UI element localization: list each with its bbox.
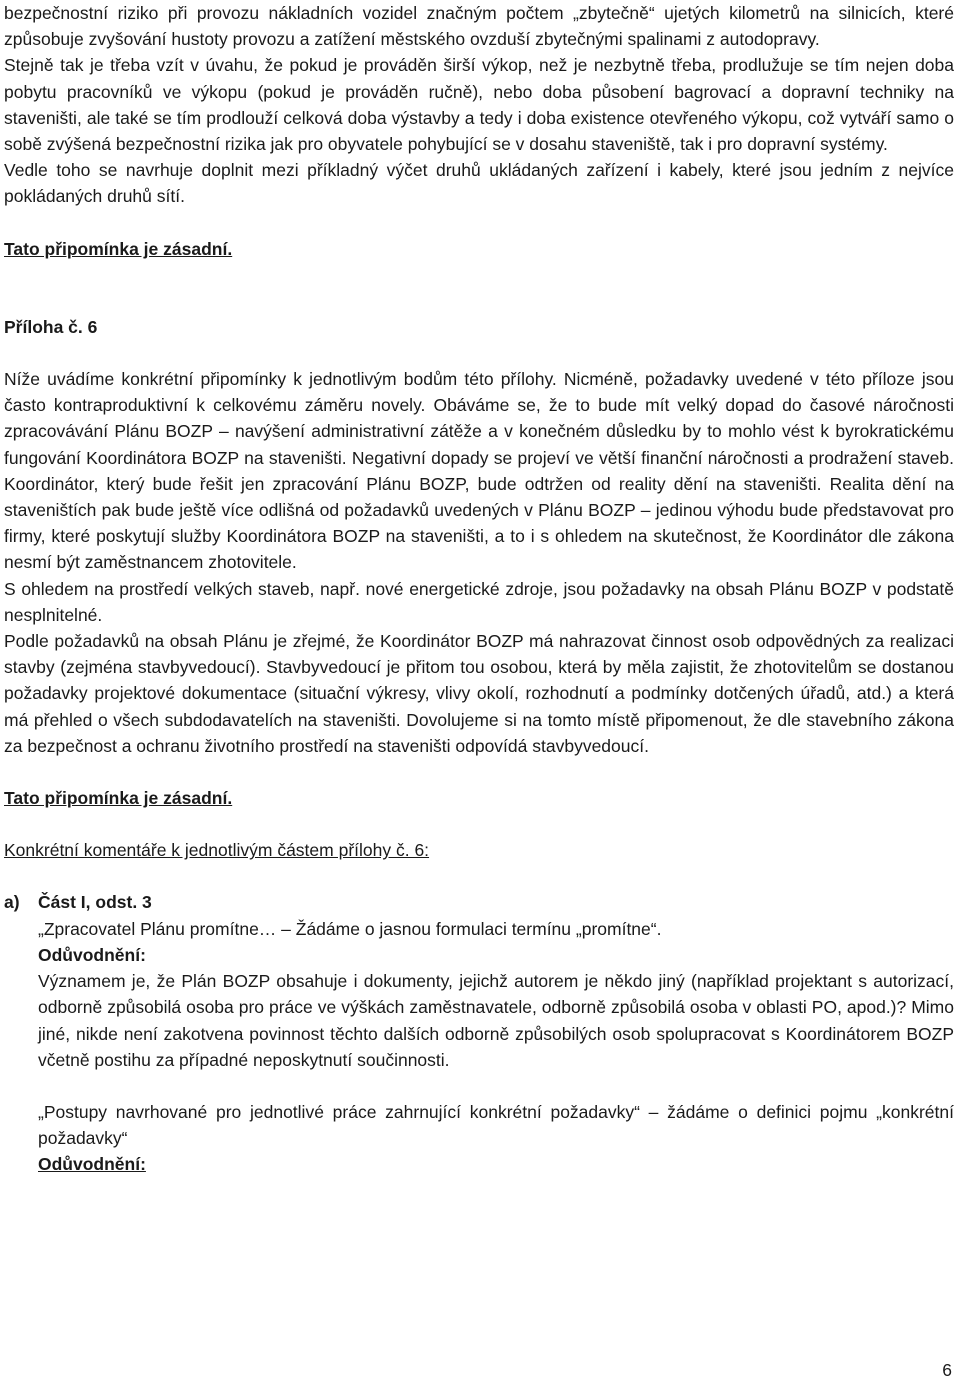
comments-heading: Konkrétní komentáře k jednotlivým částem přílohy č. 6: bbox=[4, 840, 430, 861]
item-a-reason-label-2: Odůvodnění: bbox=[38, 1154, 146, 1175]
annex-paragraph-1: Níže uvádíme konkrétní připomínky k jednotlivým bodům této přílohy. Nicméně, požadavky uvedené v této příloze jsou často kontraproduktivní k celkovému záměru novely. Obáváme se, že to bude mít velký dopad do časové náročnosti zpracovávání Plánu BOZP – navýšení administrativní zátěže a v konečném důsledku by to mohlo vést k byrokratickému fungování Koordinátora BOZP na staveništi. Negativní dopady se projeví ve větší finanční náročnosti a prodražení staveb. Koordinátor, který bude řešit jen zpracování Plánu BOZP, bude odtržen od reality dění na staveništi. Realita dění na staveništích pak bude ještě více odlišná od požadavků uvedených v Plánu BOZP – jedinou výhodu bude představovat pro firmy, které poskytují služby Koordinátora BOZP na staveništi, a to i s ohledem na skutečnost, že Koordinátor dle zákona nesmí být zaměstnancem zhotovitele. bbox=[4, 369, 954, 573]
annex-heading: Příloha č. 6 bbox=[4, 316, 98, 337]
essential-note-1: Tato připomínka je zásadní. bbox=[4, 238, 233, 259]
essential-note-2: Tato připomínka je zásadní. bbox=[4, 788, 233, 809]
annex-paragraph-3: Podle požadavků na obsah Plánu je zřejmé, že Koordinátor BOZP má nahrazovat činnost osob odpovědných za realizaci stavby (zejména stavbyvedoucí). Stavbyvedoucí je přitom tou osobou, která by měla zajistit, že zhotovitelům se dostanou požadavky projektové dokumentace (situační výkresy, vlivy okolí, rozhodnutí a podmínky dotčených úřadů, atd.) a která má přehled o všech subdodavatelích na staveništi. Dovolujeme si na tomto místě připomenout, že dle stavebního zákona za bezpečnost a ochranu životního prostředí na staveništi odpovídá stavbyvedoucí. bbox=[4, 631, 954, 756]
item-a-reason-text: Významem je, že Plán BOZP obsahuje i dokumenty, jejichž autorem je někdo jiný (například projektant s autorizací, odborně způsobilá osoba pro práce ve výškách zaměstnavatele, odborně způsobilá osoba v oblasti PO, apod.)? Mimo jiné, nikde není zakotvena povinnost těchto dalších odborně způsobilých osob spolupracovat s Koordinátorem BOZP včetně postihu za případné neposkytnutí součinnosti. bbox=[38, 971, 954, 1070]
intro-paragraph-2: Stejně tak je třeba vzít v úvahu, že pokud je prováděn širší výkop, než je nezbytně třeba, prodlužuje se tím nejen doba pobytu pracovníků ve výkopu (pokud je prováděn ručně), nebo doba působení bagrovací a dopravní techniky na staveništi, ale také se tím prodlouží celková doba výstavby a tedy i doba existence otevřeného výkopu, což vytváří samo o sobě zvýšená bezpečnostní rizika jak pro obyvatele pohybující se v dosahu staveniště, tak i pro dopravní systémy. bbox=[4, 55, 954, 155]
intro-paragraph-1: bezpečnostní riziko při provozu nákladních vozidel značným počtem „zbytečně“ ujetých kilometrů na silnicích, které způsobuje zvyšování hustoty provozu a zatížení městského ovzduší zbytečnými spalinami z autodopravy. bbox=[4, 3, 954, 50]
item-a-reason-label: Odůvodnění: bbox=[38, 944, 146, 965]
item-a-quote-1: „Zpracovatel Plánu promítne… – Žádáme o jasnou formulaci termínu „promítne“. bbox=[38, 918, 662, 939]
annex-paragraph-2: S ohledem na prostředí velkých staveb, např. nové energetické zdroje, jsou požadavky na obsah Plánu BOZP v podstatě nesplnitelné. bbox=[4, 578, 954, 625]
item-a-quote-2: „Postupy navrhované pro jednotlivé práce zahrnující konkrétní požadavky“ – žádáme o definici pojmu „konkrétní požadavky“ bbox=[38, 1101, 954, 1149]
item-a-heading bbox=[4, 889, 954, 915]
page-number: 6 bbox=[942, 1359, 952, 1380]
intro-paragraph-3: Vedle toho se navrhuje doplnit mezi příkladný výčet druhů ukládaných zařízení i kabely, které jsou jedním z nejvíce pokládaných druhů sítí. bbox=[4, 160, 954, 207]
item-a-marker: a) bbox=[4, 892, 20, 913]
item-a-title: Část I, odst. 3 bbox=[38, 892, 152, 913]
